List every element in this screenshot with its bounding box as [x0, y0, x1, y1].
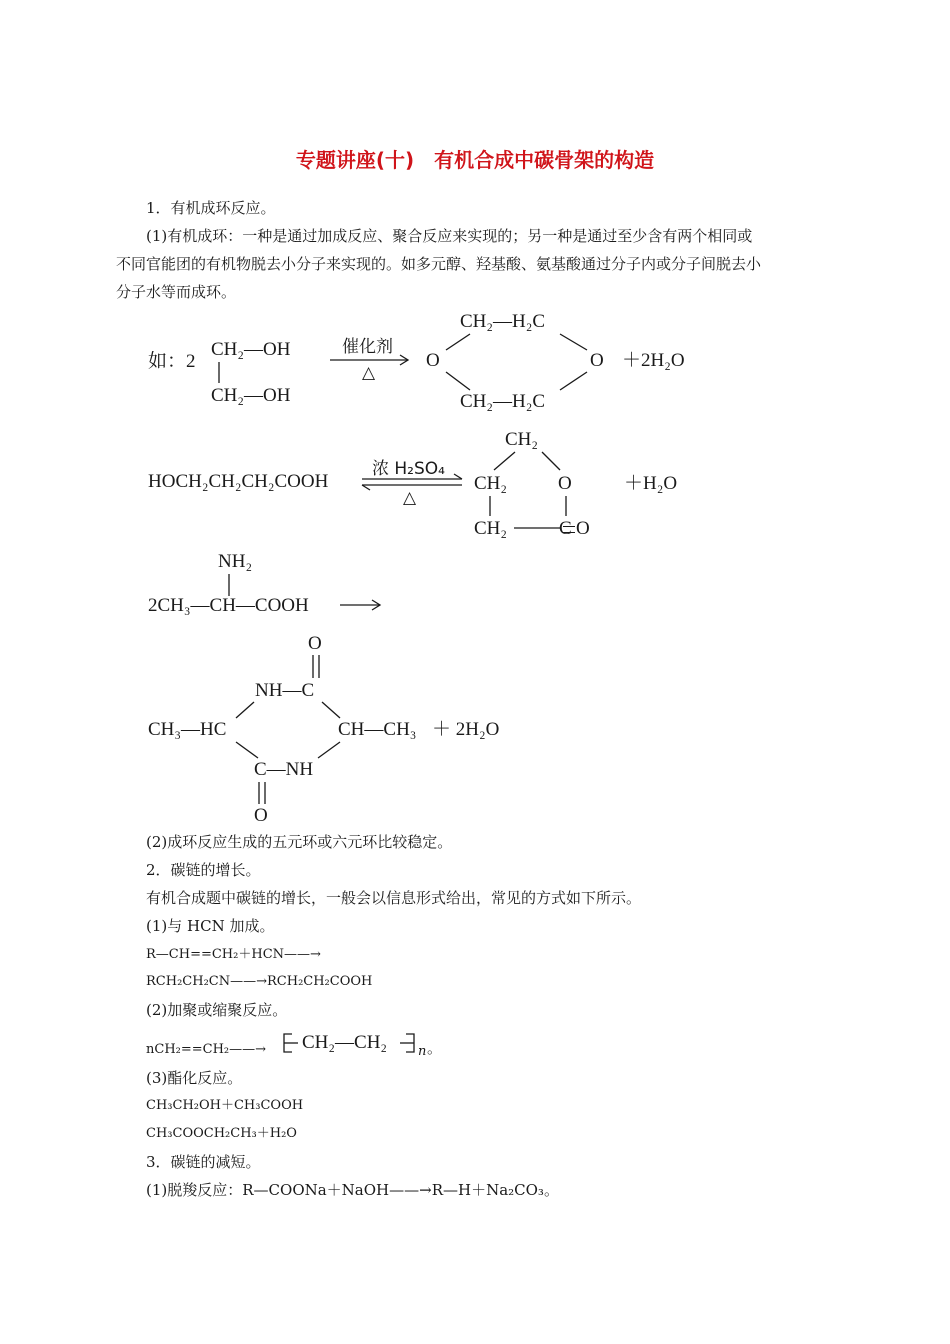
ring-bond	[560, 372, 587, 390]
rx1-product-top: CH₂—H₂C	[460, 311, 546, 332]
rx2-ring-top: CH₂	[505, 429, 539, 450]
paragraph-1-line-2: 不同官能团的有机物脱去小分子来实现的。如多元醇、羟基酸、氨基酸通过分子内或分子间脱去小	[116, 255, 762, 273]
paragraph-1-line-1: (1)有机成环：一种是通过加成反应、聚合反应来实现的；另一种是通过至少含有两个相同或	[146, 227, 753, 245]
arrow-head	[454, 474, 462, 479]
rx3-c-nh: C—NH	[254, 759, 314, 780]
section-3-heading: 3．碳链的减短。	[146, 1153, 261, 1171]
ring-bond	[446, 372, 470, 390]
polymer-period: 。	[427, 1039, 443, 1057]
rx3-right-group: CH—CH₃	[338, 719, 417, 740]
equation-1: R—CH==CH₂＋HCN——→	[146, 947, 321, 962]
section-2-item-1: (1)与 HCN 加成。	[146, 917, 275, 935]
rx1-heat: △	[362, 363, 376, 383]
rx2-ring-carbonyl-o: O	[576, 518, 590, 539]
rx1-byproduct: ＋2H₂O	[622, 350, 685, 371]
rx2-heat: △	[403, 488, 417, 508]
ring-bond	[494, 452, 515, 470]
rx2-ring-bottom-left: CH₂	[474, 518, 508, 539]
equation-5: CH₃COOCH₂CH₃＋H₂O	[146, 1126, 297, 1141]
rx3-nh-c: NH—C	[255, 680, 315, 701]
page-title: 专题讲座(十) 有机合成中碳骨架的构造	[295, 148, 655, 172]
rx3-byproduct: ＋ 2H₂O	[432, 719, 500, 740]
rx1-product-bottom: CH₂—H₂C	[460, 391, 546, 412]
rx2-condition: 浓 H₂SO₄	[372, 459, 445, 479]
ring-bond	[560, 334, 587, 350]
rx3-amino-group: NH₂	[218, 551, 253, 572]
rx2-ring-o: O	[558, 473, 572, 494]
ring-bond	[236, 702, 254, 718]
ring-bond	[318, 742, 340, 758]
equation-2: RCH₂CH₂CN——→RCH₂CH₂COOH	[146, 974, 373, 989]
rx1-ring-o-left: O	[426, 350, 440, 371]
rx2-double-bond	[563, 526, 575, 533]
ring-bond	[446, 334, 470, 350]
section-2-heading: 2．碳链的增长。	[146, 861, 261, 879]
rx2-ring-left: CH₂	[474, 473, 508, 494]
rx1-reactant-top: CH₂—OH	[211, 339, 291, 360]
ring-bond	[322, 702, 340, 718]
rx3-reactant: 2CH₃—CH—COOH	[148, 595, 309, 616]
rx1-prefix: 如：2	[148, 351, 196, 372]
equation-3: nCH₂==CH₂——→	[146, 1042, 267, 1057]
section-2-item-3: (3)酯化反应。	[146, 1069, 243, 1087]
polymer-unit: CH₂—CH₂	[302, 1032, 388, 1053]
paragraph-1-line-3: 分子水等而成环。	[116, 283, 237, 301]
section-3-item-1: (1)脱羧反应：R—COONa＋NaOH——→R—H＋Na₂CO₃。	[146, 1181, 559, 1199]
ring-bond	[542, 452, 560, 470]
rx2-byproduct: ＋H₂O	[624, 473, 678, 494]
ring-bond	[236, 742, 258, 758]
rx1-catalyst: 催化剂	[342, 337, 393, 357]
section-2-intro: 有机合成题中碳链的增长，一般会以信息形式给出，常见的方式如下所示。	[146, 889, 642, 907]
rx2-ring-c: C	[559, 518, 572, 539]
arrow-head	[362, 485, 370, 490]
section-1-heading: 1．有机成环反应。	[146, 199, 276, 217]
rx3-oxygen-bottom: O	[254, 805, 268, 826]
paragraph-2: (2)成环反应生成的五元环或六元环比较稳定。	[146, 833, 453, 851]
rx2-reactant: HOCH₂CH₂CH₂COOH	[148, 471, 329, 492]
rx3-left-group: CH₃—HC	[148, 719, 227, 740]
rx1-reactant-bottom: CH₂—OH	[211, 385, 291, 406]
rx3-oxygen-top: O	[308, 633, 322, 654]
section-2-item-2: (2)加聚或缩聚反应。	[146, 1001, 288, 1019]
rx1-ring-o-right: O	[590, 350, 604, 371]
polymer-n: n	[418, 1044, 427, 1059]
equation-4: CH₃CH₂OH＋CH₃COOH	[146, 1098, 304, 1113]
